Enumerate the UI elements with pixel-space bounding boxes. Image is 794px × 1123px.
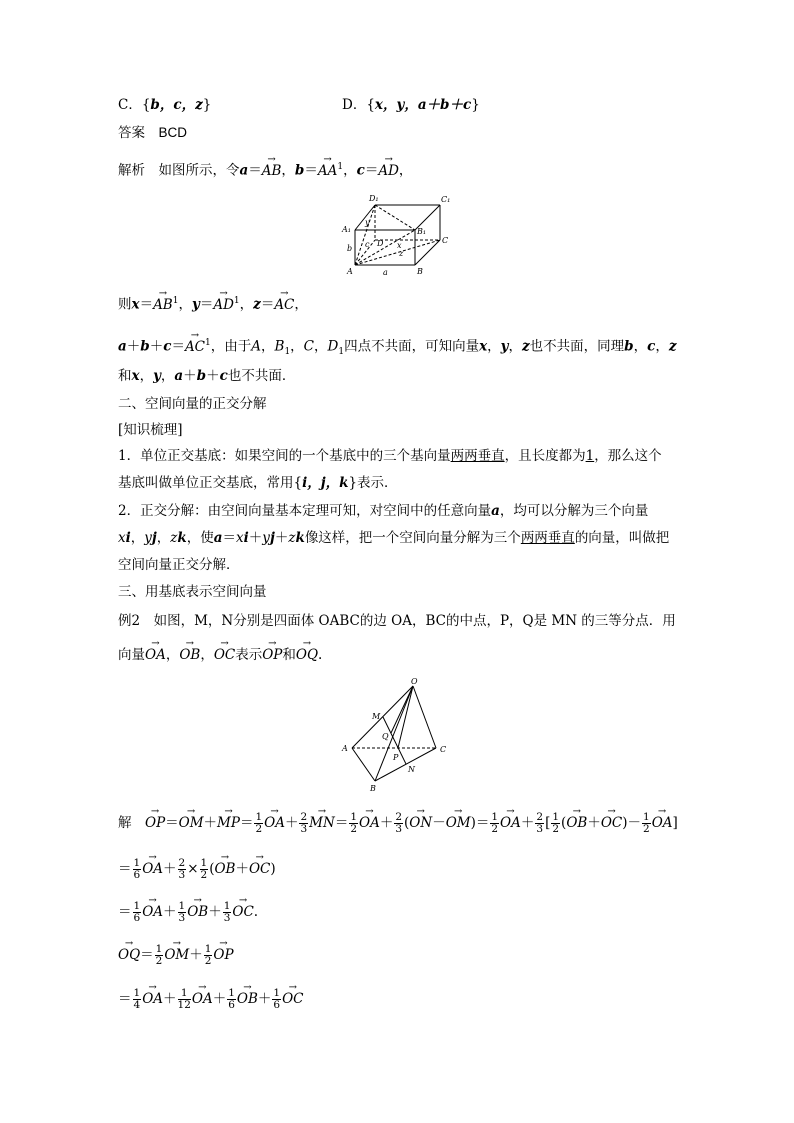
fig2-label-N: N [408, 765, 415, 774]
fig1-label-B: B [417, 267, 423, 276]
fig1-label-A1: A₁ [342, 225, 351, 234]
fig2-label-O: O [411, 677, 418, 686]
fig1-label-x: x [397, 241, 402, 250]
fig2-label-P: P [393, 753, 399, 762]
section2-title: 二、空间向量的正交分解 [118, 396, 267, 412]
option-d: D．{x，y，a＋b＋c} [342, 97, 480, 113]
fig2-label-B: B [370, 784, 376, 793]
sum-line: $a+b+c=\to AC^1$，由于A，$B_1$，C，$D_1$四点不共面，可知向量x，y，z也不共面，同理b，c，z [118, 334, 677, 361]
parallelepiped-figure [335, 190, 465, 280]
fig1-label-a: a [383, 268, 388, 277]
tetrahedron-figure [340, 676, 460, 794]
k2-line1: 2．正交分解：由空间向量基本定理可知，对空间中的任意向量a，均可以分解为三个向量 [118, 503, 649, 519]
k2-line3: 空间向量正交分解． [118, 557, 240, 573]
analysis-line: 解析 如图所示，令a＝→ AB，$b=\to AA^1$，c＝→ AD， [118, 158, 412, 180]
solution-line5: ＝ $\frac{1}{4}$ → OA＋ $\frac{1}{12}$ → OA＋ $\frac{1}{6}$ → OB＋ $\frac{1}{6}$ → OC [118, 988, 304, 1011]
example2-line2: 向量→ OA，→ OB，→ OC表示→ OP和→ OQ. [118, 646, 322, 664]
fig1-label-D: D [377, 239, 384, 248]
fig2-label-Q: Q [382, 732, 389, 741]
fig2-label-M: M [372, 712, 381, 721]
fig1-label-C: C [442, 236, 449, 245]
fig1-label-C1: C₁ [441, 195, 451, 204]
option-c: C．{b，c，z} [118, 97, 212, 113]
solution-line3: ＝ $\frac{1}{6}$ → OA＋ $\frac{1}{3}$ → OB＋ $\frac{1}{3}$ → OC. [118, 901, 258, 924]
solution-line1: 解 → OP＝→ OM＋→ MP＝ $\frac{1}{2}$ → OA＋ $\frac{2}{3}$ → MN＝ $\frac{1}{2}$ → OA＋ $\frac{2}{3}$ (→ ON－→ OM)＝ $\frac{1}{2}$ → OA＋ $\frac{2}{3}$ [ $\frac{1}{2}$ (→ OB＋→ OC)－ $\frac{1}{2}$ → OA] [118, 812, 678, 835]
fig1-label-b: b [347, 244, 353, 253]
answer: 答案 BCD [118, 125, 188, 141]
k1-line2: 基底叫做单位正交基底，常用{i，j，k}表示． [118, 475, 398, 491]
fig1-label-A: A [347, 267, 353, 276]
fig2-label-C: C [440, 745, 447, 754]
k2-line2: xi，yj，zk，使a＝xi＋yj＋zk像这样，把一个空间向量分解为三个两两垂直的向量，叫做把 [118, 530, 670, 546]
k1-line1: 1．单位正交基底：如果空间的一个基底中的三个基向量两两垂直，且长度都为1，那么这个 [118, 448, 662, 464]
fig2-label-A: A [342, 744, 348, 753]
example2-line1: 例2 如图，M，N分别是四面体 OABC的边 OA，BC的中点，P，Q是 MN 的三等分点．用 [118, 613, 676, 629]
fig1-label-c: c [365, 240, 370, 249]
solution-line4: → OQ＝ $\frac{1}{2}$ → OM＋ $\frac{1}{2}$ → OP [118, 944, 234, 967]
fig1-label-y: y [365, 218, 370, 227]
sum-line-2: 和x，y，a＋b＋c也不共面． [118, 368, 296, 384]
section3-title: 三、用基底表示空间向量 [118, 584, 267, 600]
then-line: 则$x=\to AB^1$，$y=\to AD^1$，z＝→ AC， [118, 292, 308, 314]
knowledge-tag: [知识梳理] [118, 422, 183, 438]
fig1-label-B1: B₁ [417, 227, 427, 236]
fig1-label-D1: D₁ [369, 194, 379, 203]
solution-line2: ＝ $\frac{1}{6}$ → OA＋ $\frac{2}{3}$ × $\frac{1}{2}$ (→ OB＋→ OC) [118, 858, 276, 881]
fig1-label-z: z [399, 249, 404, 258]
